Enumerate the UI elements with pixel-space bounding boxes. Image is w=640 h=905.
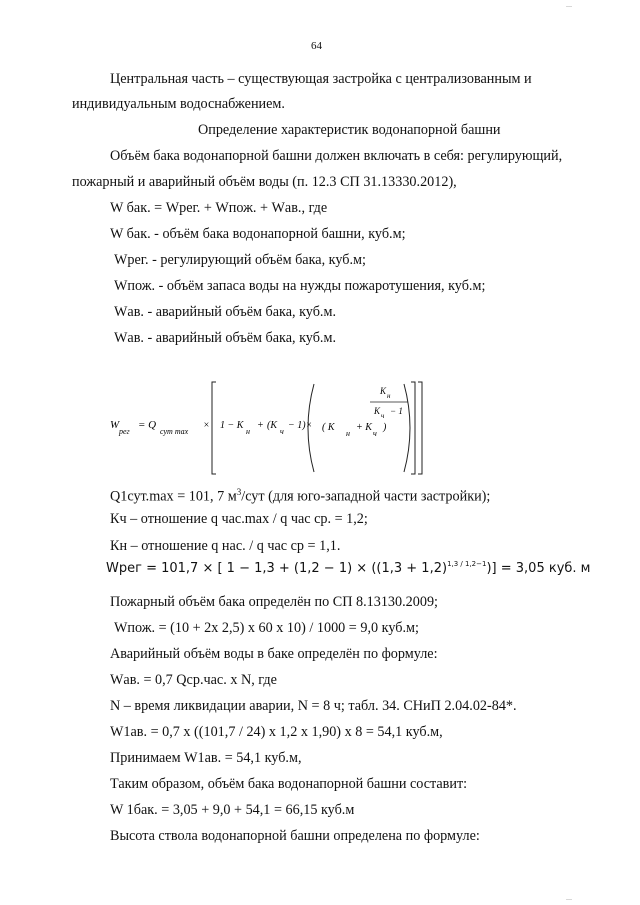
text-line-13: Аварийный объём воды в баке определён по формуле: xyxy=(110,646,438,662)
text-line-3: Объём бака водонапорной башни должен включать в себя: регулирующий, xyxy=(110,148,563,164)
q1-text-b: /сут (для юго-западной части застройки); xyxy=(241,488,491,505)
text-line-17: Принимаем W1ав. = 54,1 куб.м, xyxy=(110,750,302,766)
formula-lhs-sub: рег xyxy=(119,427,130,436)
formula-lhs-w: W xyxy=(110,419,120,431)
text-line-19: W 1бак. = 3,05 + 9,0 + 54,1 = 66,15 куб.м xyxy=(110,802,355,818)
text-line-15: N – время ликвидации аварии, N = 8 ч; табл. 34. СНиП 2.04.02-84*. xyxy=(110,698,517,714)
corner-mark-top: ... xyxy=(566,0,572,9)
kch-definition: Кч – отношение q час.max / q час ср. = 1,2; xyxy=(110,511,368,527)
formula-exp-den-sub: ч xyxy=(381,412,385,420)
text-line-4: пожарный и аварийный объём воды (п. 12.3 СП 31.13330.2012), xyxy=(72,174,457,190)
equation-w-bak: W бак. = Wрег. + Wпож. + Wав., где xyxy=(110,200,328,216)
formula-plus: + xyxy=(257,420,264,431)
definition-w-av-2: Wав. - аварийный объём бака, куб.м. xyxy=(114,330,336,346)
definition-w-pozh: Wпож. - объём запаса воды на нужды пожаротушения, куб.м; xyxy=(114,278,486,294)
formula-inner-kch-sub: ч xyxy=(373,429,377,438)
text-line-11: Пожарный объём бака определён по СП 8.13130.2009; xyxy=(110,594,438,610)
page-number: 64 xyxy=(311,40,322,52)
definition-w-av-1: Wав. - аварийный объём бака, куб.м. xyxy=(114,304,336,320)
q1-cube-sup: 3 xyxy=(236,487,242,497)
formula-inner-open: ( K xyxy=(322,422,335,433)
w-reg-formula xyxy=(108,372,438,484)
corner-mark-bottom: ... xyxy=(566,893,572,902)
text-line-14: Wав. = 0,7 Qср.час. х N, где xyxy=(110,672,277,688)
formula-exp-den-minus: − 1 xyxy=(390,406,403,416)
w-reg-calc-a: Wрег = 101,7 × [ 1 − 1,3 + (1,2 − 1) × ((1,3 + 1,2) xyxy=(106,561,448,576)
text-line-1: Центральная часть – существующая застройка с централизованным и xyxy=(110,71,532,87)
formula-kch-sub: ч xyxy=(280,427,284,436)
section-heading: Определение характеристик водонапорной башни xyxy=(198,122,501,138)
formula-minus-1: − 1)× xyxy=(288,420,313,431)
formula-inner-kn-sub: н xyxy=(346,429,350,438)
formula-exp-num-sub: н xyxy=(387,392,391,400)
w-reg-calc-b: )] = 3,05 куб. м xyxy=(486,561,591,576)
definition-w-bak: W бак. - объём бака водонапорной башни, куб.м; xyxy=(110,226,406,242)
formula-exp-den: K xyxy=(374,406,381,416)
formula-kn-sub: н xyxy=(246,427,250,436)
formula-q-sub: сут max xyxy=(160,427,189,436)
w-reg-calculation xyxy=(106,560,590,576)
text-line-16: W1ав. = 0,7 х ((101,7 / 24) х 1,2 х 1,90) х 8 = 54,1 куб.м, xyxy=(110,724,443,740)
formula-one-minus-k: 1 − K xyxy=(220,420,244,431)
q1-text-a: Q1сут.max = 101, 7 м xyxy=(110,488,237,505)
formula-eq-q: = Q xyxy=(138,419,157,431)
formula-times-1: × xyxy=(203,420,210,431)
definition-w-reg: Wрег. - регулирующий объём бака, куб.м; xyxy=(114,252,366,268)
text-line-18: Таким образом, объём бака водонапорной башни составит: xyxy=(110,776,468,792)
q1-definition xyxy=(110,483,490,506)
text-line-2: индивидуальным водоснабжением. xyxy=(72,96,285,112)
text-line-12: Wпож. = (10 + 2х 2,5) х 60 х 10) / 1000 = 9,0 куб.м; xyxy=(114,620,419,636)
w-reg-calc-exp: 1,3 / 1,2−1 xyxy=(447,560,487,568)
formula-inner-close: ) xyxy=(383,422,387,433)
formula-exp-num: K xyxy=(380,386,387,396)
text-line-20: Высота ствола водонапорной башни определена по формуле: xyxy=(110,828,480,844)
formula-kch-open: (K xyxy=(267,420,277,431)
kn-definition: Кн – отношение q нас. / q час ср = 1,1. xyxy=(110,538,341,554)
formula-inner-plus: + K xyxy=(356,422,372,433)
